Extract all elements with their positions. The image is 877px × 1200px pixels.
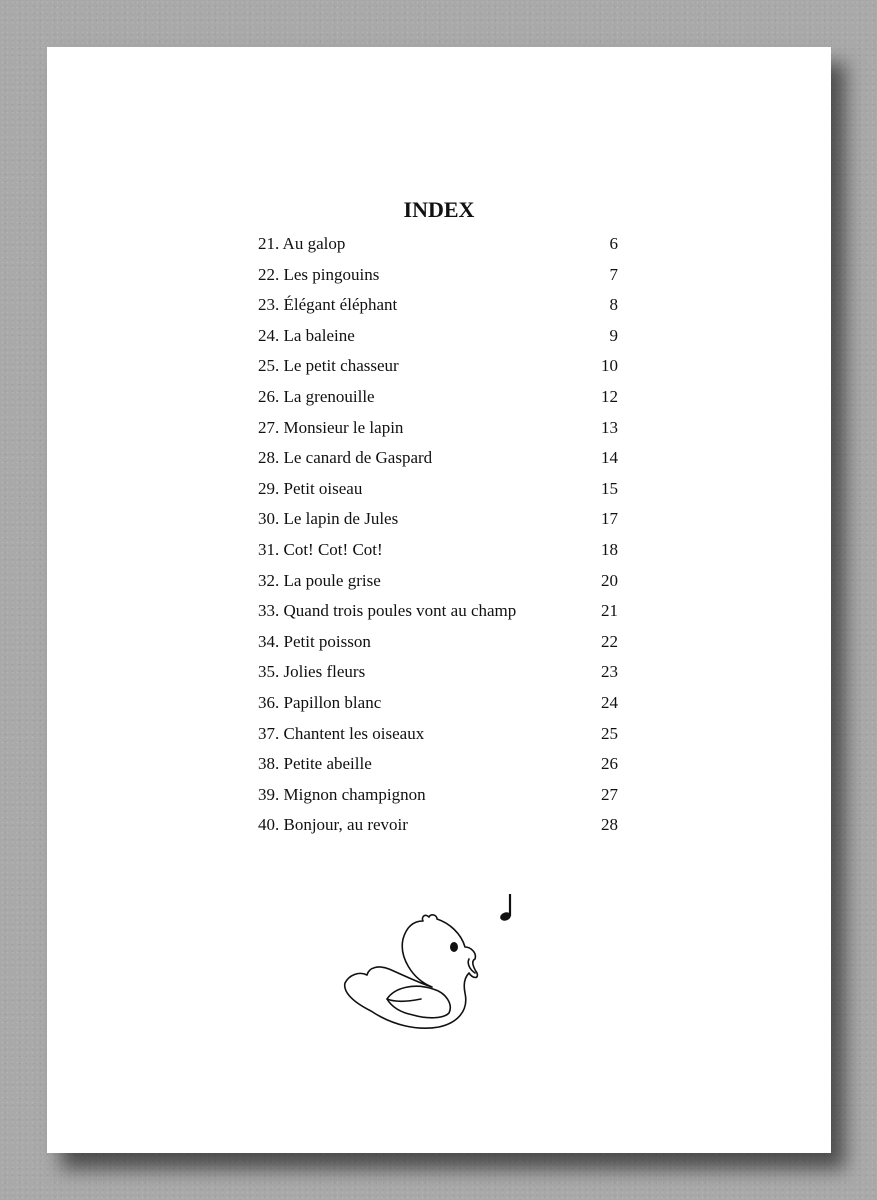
entry-title: 25. Le petit chasseur: [258, 356, 399, 376]
document-page: [47, 47, 831, 1153]
duck-eye: [450, 942, 458, 952]
music-note-icon: [497, 892, 517, 922]
index-entry: [258, 382, 618, 413]
index-entry: [258, 229, 618, 260]
entry-page: 23: [601, 662, 618, 682]
index-entry: [258, 290, 618, 321]
entry-page: 7: [609, 264, 618, 284]
entry-page: 9: [609, 325, 618, 345]
index-entry: [258, 321, 618, 352]
entry-page: 27: [601, 784, 618, 804]
entry-title: 35. Jolies fleurs: [258, 662, 366, 682]
entry-page: 6: [609, 234, 618, 253]
entry-title: 36. Papillon blanc: [258, 692, 382, 712]
entry-title: 28. Le canard de Gaspard: [258, 448, 433, 468]
entry-title: 37. Chantent les oiseaux: [258, 723, 425, 743]
index-entry: [258, 535, 618, 566]
index-entry: [258, 657, 618, 688]
entry-page: 8: [609, 295, 618, 315]
entry-page: 14: [601, 448, 618, 468]
entry-page: 13: [601, 417, 618, 437]
entry-title: 33. Quand trois poules vont au champ: [258, 601, 517, 621]
duck-icon: [337, 887, 507, 1047]
entry-title: 24. La baleine: [258, 325, 355, 345]
entry-title: 32. La poule grise: [258, 570, 381, 590]
index-entry: [258, 413, 618, 444]
entry-page: 15: [601, 478, 618, 498]
entry-title: 21. Au galop: [258, 234, 346, 253]
index-entry: [258, 688, 618, 719]
entry-title: 39. Mignon champignon: [258, 784, 426, 804]
index-entry: [258, 749, 618, 780]
index-entry: [258, 780, 618, 811]
index-entry: [258, 596, 618, 627]
entry-page: 25: [601, 723, 618, 743]
index-entry: [258, 474, 618, 505]
entry-page: 17: [601, 509, 618, 529]
entry-title: 22. Les pingouins: [258, 264, 380, 284]
entry-title: 40. Bonjour, au revoir: [258, 815, 408, 835]
entry-title: 26. La grenouille: [258, 386, 375, 406]
entry-title: 30. Le lapin de Jules: [258, 509, 399, 529]
index-entry: [258, 260, 618, 291]
entry-page: 21: [601, 601, 618, 621]
page-title: INDEX: [403, 197, 475, 222]
entry-page: 24: [601, 692, 618, 712]
entry-page: 20: [601, 570, 618, 590]
entry-page: 26: [601, 754, 618, 774]
index-entry: [258, 810, 618, 841]
index-entry: [258, 719, 618, 750]
entry-title: 29. Petit oiseau: [258, 478, 363, 498]
entry-title: 38. Petite abeille: [258, 754, 372, 774]
entry-title: 23. Élégant éléphant: [258, 295, 398, 315]
index-entry: [258, 627, 618, 658]
entry-title: 34. Petit poisson: [258, 631, 371, 651]
entry-title: 27. Monsieur le lapin: [258, 417, 404, 437]
entry-page: 10: [601, 356, 618, 376]
index-list: [258, 229, 618, 841]
entry-page: 22: [601, 631, 618, 651]
entry-title: 31. Cot! Cot! Cot!: [258, 539, 383, 559]
entry-page: 28: [601, 815, 618, 835]
entry-page: 12: [601, 386, 618, 406]
index-entry: [258, 566, 618, 597]
index-entry: [258, 504, 618, 535]
entry-page: 18: [601, 539, 618, 559]
index-entry: [258, 443, 618, 474]
index-entry: [258, 351, 618, 382]
